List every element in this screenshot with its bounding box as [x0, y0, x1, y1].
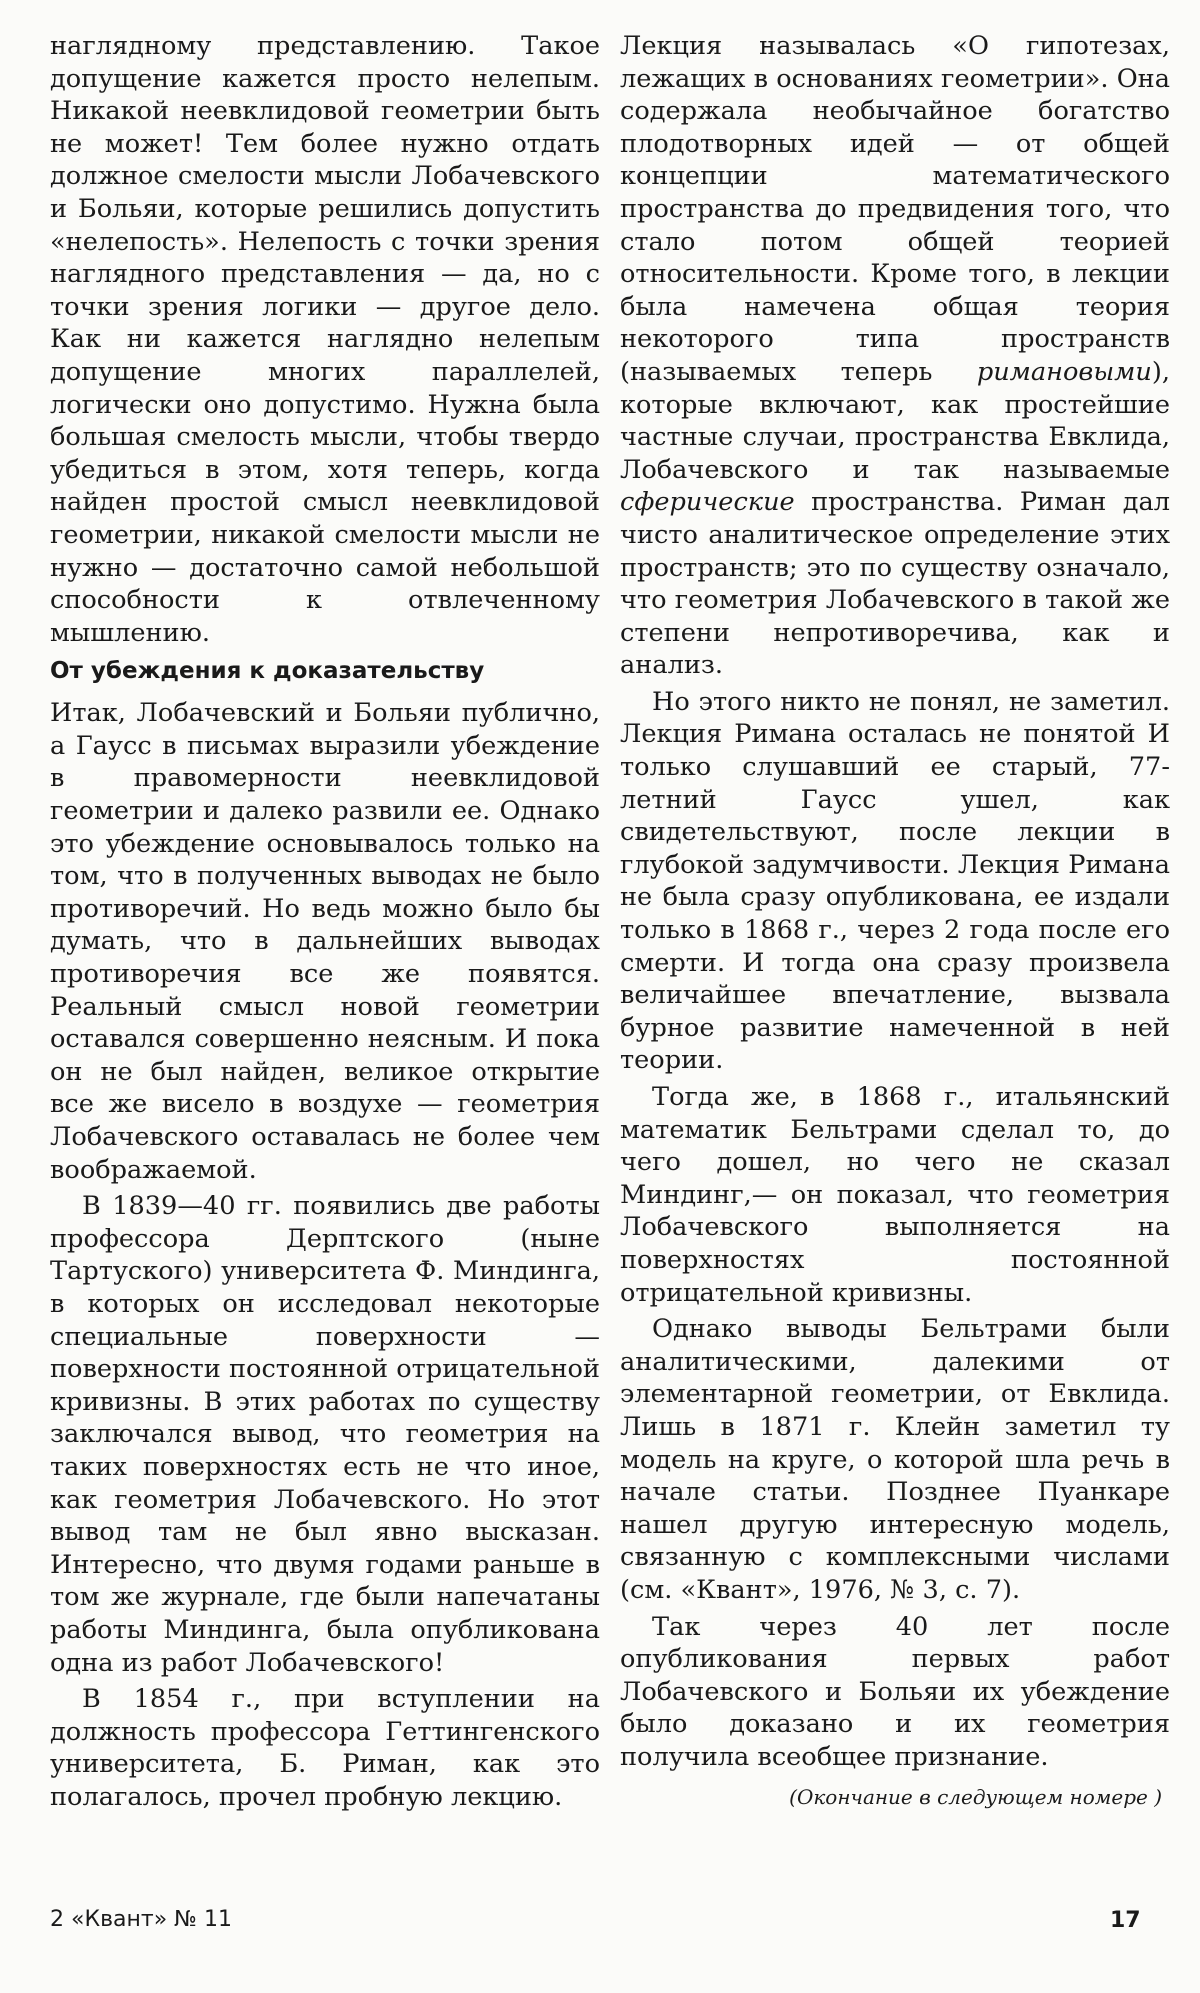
paragraph-right-4: Однако выводы Бельтрами были аналитическими, далекими от элементарной геометрии, от Евклида. Лишь в 1871 г. Клейн заметил ту модель на круге, о которой шла речь в начале статьи. Позднее Пуанкаре нашел другую интересную модель, связанную с комплексными числами (см. «Квант», 1976, № 3, с. 7). — [620, 1314, 1170, 1605]
text-segment: Лекция называлась «О гипотезах, лежащих в основаниях геометрии». Она содержала необычайное богатство плодотворных идей — от общей концепции математического пространства до предвидения того, что стало потом общей теорией относительности. Кроме того, в лекции была намечена общая теория некоторого типа пространств (называемых теперь — [620, 31, 1170, 387]
page-number: 17 — [1110, 1908, 1141, 1933]
italic-term-spherical: сферические — [620, 487, 795, 518]
section-heading: От убеждения к доказательству — [50, 658, 485, 685]
paragraph-left-1: наглядному представлению. Такое допущение кажется просто нелепым. Никакой неевклидовой геометрии быть не может! Тем более нужно отдать должное смелости мысли Лобачевского и Больяи, которые решились допустить «нелепость». Нелепость с точки зрения наглядного представления — да, но с точки зрения логики — другое дело. Как ни кажется наглядно нелепым допущение многих параллелей, логически оно допустимо. Нужна была большая смелость мысли, чтобы твердо убедиться в этом, хотя теперь, когда найден простой смысл неевклидовой геометрии, никакой смелости мысли не нужно — достаточно самой небольшой способности к отвлеченному мышлению. — [50, 31, 600, 648]
footer-signature: 2 «Квант» № 11 — [50, 1907, 233, 1932]
paragraph-right-5: Так через 40 лет после опубликования первых работ Лобачевского и Больяи их убеждение было доказано и их геометрия получила всеобщее признание. — [620, 1611, 1170, 1772]
italic-term-riemannian: римановыми — [976, 356, 1152, 387]
continuation-note: (Окончание в следующем номере ) — [789, 1785, 1162, 1810]
text-segment: ), которые включают, как простейшие частные случаи, пространства Евклида, Лобачевского и так называемые — [620, 356, 1170, 485]
paragraph-right-1 — [620, 30, 1170, 682]
right-column — [620, 30, 1170, 1811]
paragraph-right-2: Но этого никто не понял, не заметил. Лекция Римана осталась не понятой И только слушавший ее старый, 77-летний Гаусс ушел, как свидетельствуют, после лекции в глубокой задумчивости. Лекция Римана не была сразу опубликована, ее издали только в 1868 г., через 2 года после его смерти. И тогда она сразу произвела величайшее впечатление, вызвала бурное развитие намеченной в ней теории. — [620, 686, 1170, 1076]
paragraph-left-2: Итак, Лобачевский и Больяи публично, а Гаусс в письмах выразили убеждение в правомерности неевклидовой геометрии и далеко развили ее. Однако это убеждение основывалось только на том, что в полученных выводах не было противоречий. Но ведь можно было бы думать, что в дальнейших выводах противоречия все же появятся. Реальный смысл новой геометрии оставался совершенно неясным. И пока он не был найден, великое открытие все же висело в воздухе — геометрия Лобачевского оставалась не более чем воображаемой. — [50, 698, 600, 1185]
text-segment: пространства. Риман дал чисто аналитическое определение этих пространств; это по существу означало, что геометрия Лобачевского в такой же степени непротиворечива, как и анализ. — [620, 487, 1170, 681]
paragraph-left-4: В 1854 г., при вступлении на должность профессора Геттингенского университета, Б. Риман, как это полагалось, прочел пробную лекцию. — [50, 1684, 600, 1812]
left-column — [50, 30, 600, 1817]
paragraph-left-3: В 1839—40 гг. появились две работы профессора Дерптского (ныне Тартуского) университета Ф. Миндинга, в которых он исследовал некоторые специальные поверхности — поверхности постоянной отрицательной кривизны. В этих работах по существу заключался вывод, что геометрия на таких поверхностях есть не что иное, как геометрия Лобачевского. Но этот вывод там не был явно высказан. Интересно, что двумя годами раньше в том же журнале, где были напечатаны работы Миндинга, была опубликована одна из работ Лобачевского! — [50, 1191, 600, 1678]
paragraph-right-3: Тогда же, в 1868 г., итальянский математик Бельтрами сделал то, до чего дошел, но чего не сказал Миндинг,— он показал, что геометрия Лобачевского выполняется на поверхностях постоянной отрицательной кривизны. — [620, 1082, 1170, 1308]
